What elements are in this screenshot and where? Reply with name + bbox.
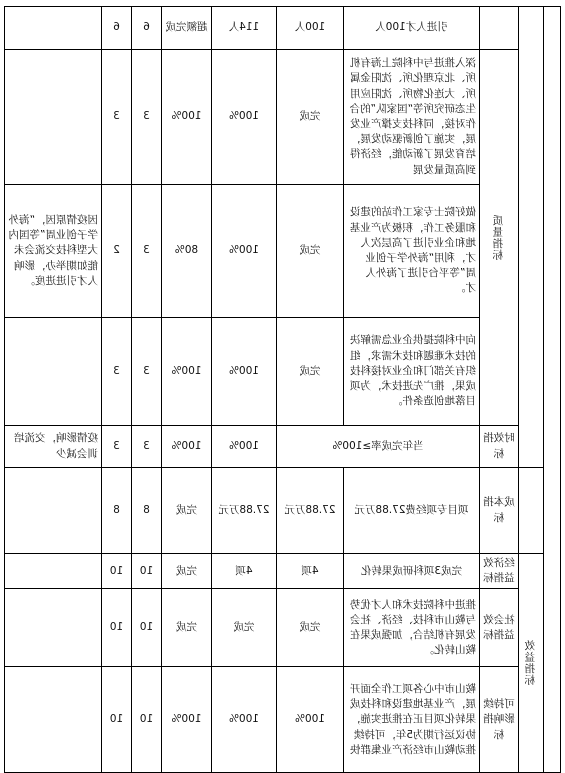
level1-blank-cell xyxy=(519,7,544,468)
category-quality-cell: 质量指标 xyxy=(480,50,519,426)
outer-blank-cell xyxy=(544,7,561,773)
target-value-cell: 完成 xyxy=(277,50,344,185)
indicator-content-cell: 做好院士专家工作站的建设和服务工作，积极为产业基地和企业引进了高层次人才，利用“海外学子创业周”等平台引进了海外人才。 xyxy=(344,185,480,318)
note-cell xyxy=(5,7,102,50)
target-value-cell: 4项 xyxy=(277,554,344,589)
target-value-cell: 完成 xyxy=(277,318,344,426)
indicator-content-cell: 向中科院提供企业急需解决的技术难题和技术需求，组织有关部门和企业对接科技成果，推广先进技术，为项目落地创造条件。 xyxy=(344,318,480,426)
table-row xyxy=(5,185,561,318)
category-benefit-cell: 效益指标 xyxy=(519,554,544,773)
completion-cell: 100% xyxy=(162,667,212,773)
indicator-content-cell: 推进中科院技术和人才优势与鞍山市科技、经济、社会发展有机结合，加强成果在鞍山转化。 xyxy=(344,589,480,667)
score-cell: 2 xyxy=(102,185,132,318)
category-economic-cell: 经济效益指标 xyxy=(480,554,519,589)
indicator-content-cell: 深入推进与中科院上海有机所、北京理化所、沈阳金属所、大连化物所、沈阳应用生态研究所等“国家队”的合作对接，同科技支撑产业发展，实施了创新驱动发展，培育发展了新动能，经济得到高质量发展 xyxy=(344,50,480,185)
weight-cell: 6 xyxy=(132,7,162,50)
actual-value-cell: 4项 xyxy=(212,554,277,589)
note-cell: 因疫情原因，“海外学子创业周”等国内大型科技交流会未能如期举办，影响人才引进进度。 xyxy=(5,185,102,318)
actual-value-cell: 114人 xyxy=(212,7,277,50)
category-social-cell: 社会效益指标 xyxy=(480,589,519,667)
weight-cell: 3 xyxy=(132,426,162,468)
score-cell: 3 xyxy=(102,50,132,185)
target-value-cell: 完成 xyxy=(277,589,344,667)
table-row xyxy=(5,426,561,468)
indicator-content-cell: 完成3项科研成果转化 xyxy=(344,554,480,589)
indicator-content-cell: 项目专项经费27.88万元 xyxy=(344,468,480,554)
note-cell xyxy=(5,50,102,185)
category-sustainable-cell: 可持续影响指标 xyxy=(480,667,519,773)
note-cell xyxy=(5,468,102,554)
target-value-cell: 27.88万元 xyxy=(277,468,344,554)
category-cost-cell: 成本指标 xyxy=(480,468,519,554)
table-row xyxy=(5,589,561,667)
indicator-content-cell: 引进人才100人 xyxy=(344,7,480,50)
indicator-content-cell: 鞍山市中心各项工作全面开展，产业基地建设和科技成果转化项目正在推进实施，协议运行期为5年，可持续推动鞍山市经济产业集群快 xyxy=(344,667,480,773)
weight-cell: 3 xyxy=(132,50,162,185)
note-cell: 疫情影响，交流培训会减少 xyxy=(5,426,102,468)
completion-cell: 完成 xyxy=(162,468,212,554)
weight-cell: 3 xyxy=(132,318,162,426)
score-cell: 10 xyxy=(102,554,132,589)
completion-cell: 完成 xyxy=(162,554,212,589)
table-row xyxy=(5,50,561,185)
completion-cell: 100% xyxy=(162,318,212,426)
target-value-cell: 完成 xyxy=(277,185,344,318)
actual-value-cell: 完成 xyxy=(212,589,277,667)
weight-cell: 10 xyxy=(132,667,162,773)
completion-cell: 100% xyxy=(162,50,212,185)
actual-value-cell: 100% xyxy=(212,426,277,468)
weight-cell: 10 xyxy=(132,589,162,667)
note-cell xyxy=(5,554,102,589)
note-cell xyxy=(5,667,102,773)
actual-value-cell: 100% xyxy=(212,318,277,426)
note-cell xyxy=(5,318,102,426)
table-row xyxy=(5,7,561,50)
level1-blank-cell xyxy=(519,468,544,554)
target-value-cell: 100% xyxy=(277,667,344,773)
completion-cell: 超额完成 xyxy=(162,7,212,50)
category-timeliness-cell: 时效指标 xyxy=(480,426,519,468)
score-cell: 10 xyxy=(102,667,132,773)
indicator-content-cell: 当年完成率≥100% xyxy=(277,426,480,468)
table-row xyxy=(5,468,561,554)
actual-value-cell: 100% xyxy=(212,50,277,185)
completion-cell: 完成 xyxy=(162,589,212,667)
completion-cell: 80% xyxy=(162,185,212,318)
completion-cell: 100% xyxy=(162,426,212,468)
score-cell: 8 xyxy=(102,468,132,554)
score-cell: 3 xyxy=(102,318,132,426)
actual-value-cell: 100% xyxy=(212,667,277,773)
note-cell xyxy=(5,589,102,667)
weight-cell: 8 xyxy=(132,468,162,554)
category-blank-cell xyxy=(480,7,519,50)
table-row xyxy=(5,318,561,426)
weight-cell: 3 xyxy=(132,185,162,318)
score-cell: 10 xyxy=(102,589,132,667)
weight-cell: 10 xyxy=(132,554,162,589)
actual-value-cell: 27.88万元 xyxy=(212,468,277,554)
score-cell: 3 xyxy=(102,426,132,468)
actual-value-cell: 100% xyxy=(212,185,277,318)
target-value-cell: 100人 xyxy=(277,7,344,50)
table-row xyxy=(5,554,561,589)
performance-evaluation-table xyxy=(4,6,561,773)
table-row xyxy=(5,667,561,773)
score-cell: 6 xyxy=(102,7,132,50)
